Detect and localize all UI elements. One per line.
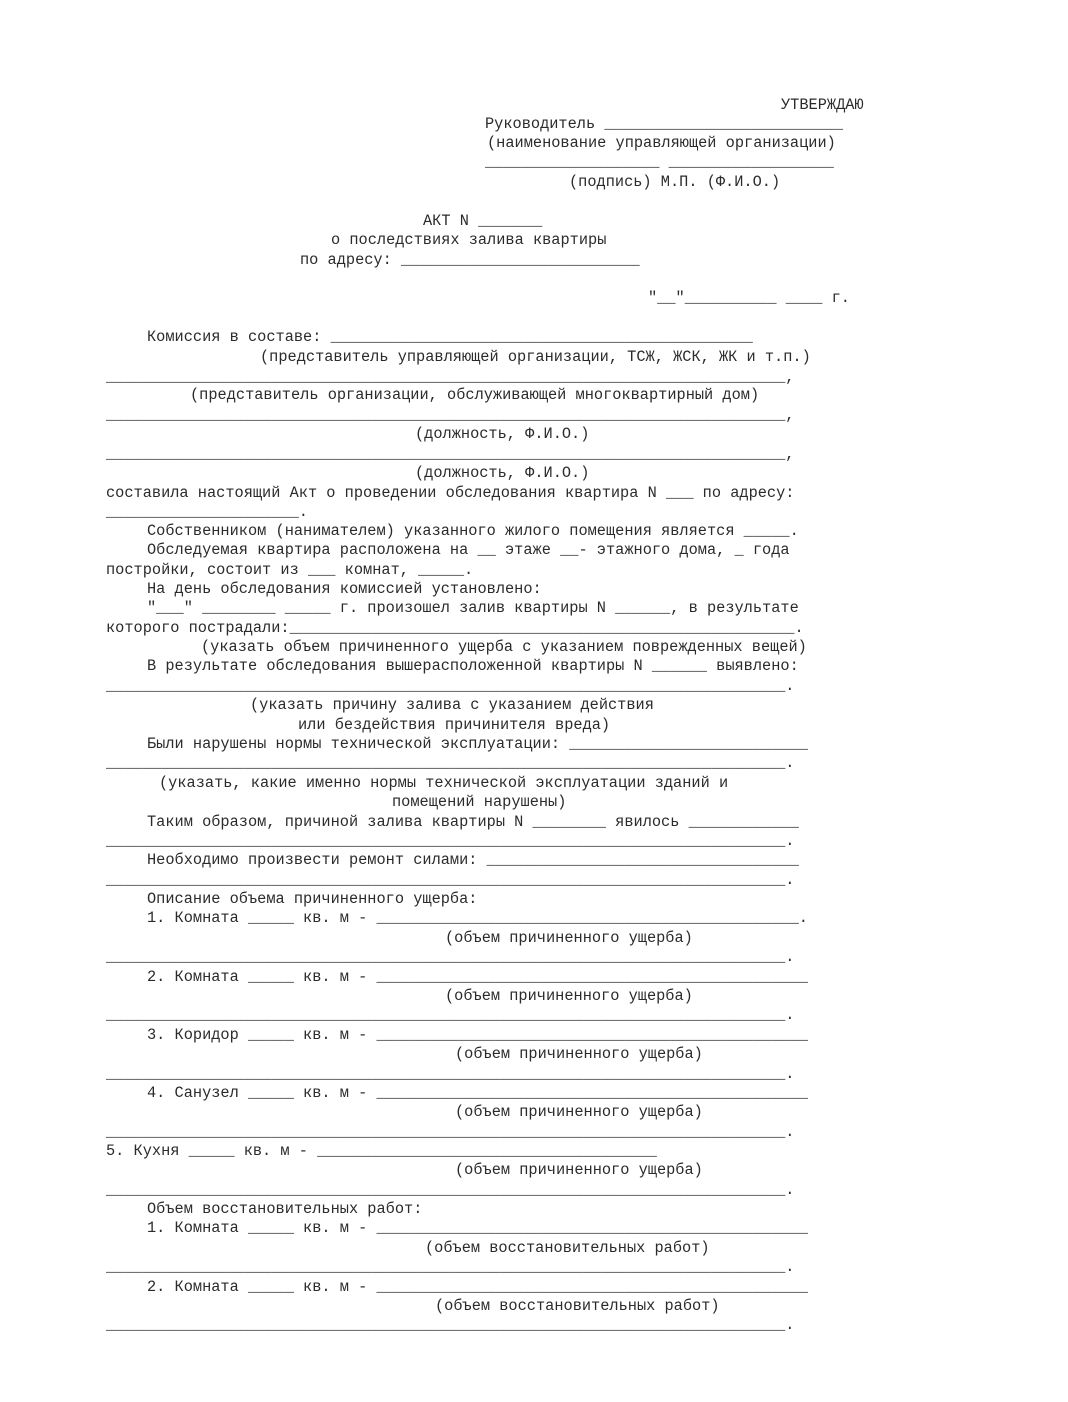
act-line-l02: (представитель управляющей организации, ТСЖ, ЖСК, ЖК и т.п.) [260,348,811,366]
act-line-l33: __________________________________________________________________________. [106,948,795,966]
act-line-l06: (должность, Ф.И.О.) [415,425,590,443]
act-line-l15: "___" ________ _____ г. произошел залив квартиры N ______, в результате [147,599,799,617]
act-line-l45: __________________________________________________________________________. [106,1181,795,1199]
act-line-l29: __________________________________________________________________________. [106,871,795,889]
act-line-l23: __________________________________________________________________________. [106,754,795,772]
act-line-l40: 4. Санузел _____ кв. м - _______________________________________________ [147,1084,808,1102]
act-line-l14: На день обследования комиссией установлено: [147,580,542,598]
act-line-l37: 3. Коридор _____ кв. м - _______________________________________________ [147,1026,808,1044]
act-line-l07: __________________________________________________________________________, [106,445,795,463]
act-address: по адресу: __________________________ [300,251,640,269]
act-line-l22: Были нарушены нормы технической эксплуатации: __________________________ [147,735,808,753]
act-line-l13: постройки, состоит из ___ комнат, _____. [106,561,474,579]
act-line-l49: __________________________________________________________________________. [106,1258,795,1276]
act-line-l48: (объем восстановительных работ) [425,1239,710,1257]
approval-signature-blanks: ___________________ __________________ [485,153,834,171]
act-line-l51: (объем восстановительных работ) [435,1297,720,1315]
act-line-l43: 5. Кухня _____ кв. м - _____________________________________ [106,1142,657,1160]
act-line-l03: __________________________________________________________________________, [106,368,795,386]
act-line-l35: (объем причиненного ущерба) [445,987,693,1005]
act-line-l17: (указать объем причиненного ущерба с указанием поврежденных вещей) [201,638,807,656]
act-line-l19: __________________________________________________________________________. [106,677,795,695]
act-subject: о последствиях залива квартиры [331,231,607,249]
approval-head-line: Руководитель __________________________ [485,115,844,133]
approval-title: УТВЕРЖДАЮ [781,96,864,114]
act-number: АКТ N _______ [423,212,543,230]
act-line-l30: Описание объема причиненного ущерба: [147,890,478,908]
act-line-l32: (объем причиненного ущерба) [445,929,693,947]
act-line-l09: составила настоящий Акт о проведении обследования квартира N ___ по адресу: [106,484,795,502]
act-line-l47: 1. Комната _____ кв. м - _______________________________________________ [147,1219,808,1237]
act-line-l34: 2. Комната _____ кв. м - _______________________________________________ [147,968,808,986]
act-line-l11: Собственником (нанимателем) указанного жилого помещения является _____. [147,522,799,540]
act-line-l05: __________________________________________________________________________, [106,406,795,424]
act-line-l38: (объем причиненного ущерба) [455,1045,703,1063]
act-line-l21: или бездействия причинителя вреда) [298,716,611,734]
act-line-l39: __________________________________________________________________________. [106,1065,795,1083]
act-line-l52: __________________________________________________________________________. [106,1316,795,1334]
act-line-l28: Необходимо произвести ремонт силами: __________________________________ [147,851,799,869]
act-line-l16: которого пострадали:_______________________________________________________. [106,619,804,637]
act-line-l01: Комиссия в составе: ______________________________________________ [147,328,753,346]
act-line-l46: Объем восстановительных работ: [147,1200,423,1218]
act-line-l44: (объем причиненного ущерба) [455,1161,703,1179]
approval-signature-caption: (подпись) М.П. (Ф.И.О.) [569,173,781,191]
act-line-l24: (указать, какие именно нормы технической эксплуатации зданий и [159,774,729,792]
act-line-l25: помещений нарушены) [392,793,567,811]
approval-org-caption: (наименование управляющей организации) [487,134,836,152]
act-line-l31: 1. Комната _____ кв. м - ______________________________________________. [147,909,808,927]
act-line-l18: В результате обследования вышерасположенной квартиры N ______ выявлено: [147,657,799,675]
act-line-l12: Обследуемая квартира расположена на __ этаже __- этажного дома, _ года [147,541,790,559]
act-line-l20: (указать причину залива с указанием действия [250,696,654,714]
act-line-l04: (представитель организации, обслуживающей многоквартирный дом) [190,386,760,404]
act-line-l41: (объем причиненного ущерба) [455,1103,703,1121]
act-line-l36: __________________________________________________________________________. [106,1006,795,1024]
act-line-l42: __________________________________________________________________________. [106,1123,795,1141]
act-line-l10: _____________________. [106,503,308,521]
act-date-line: "__"__________ ____ г. [648,289,850,307]
act-line-l27: __________________________________________________________________________. [106,832,795,850]
act-line-l50: 2. Комната _____ кв. м - _______________________________________________ [147,1278,808,1296]
act-line-l26: Таким образом, причиной залива квартиры N ________ явилось ____________ [147,813,799,831]
act-line-l08: (должность, Ф.И.О.) [415,464,590,482]
